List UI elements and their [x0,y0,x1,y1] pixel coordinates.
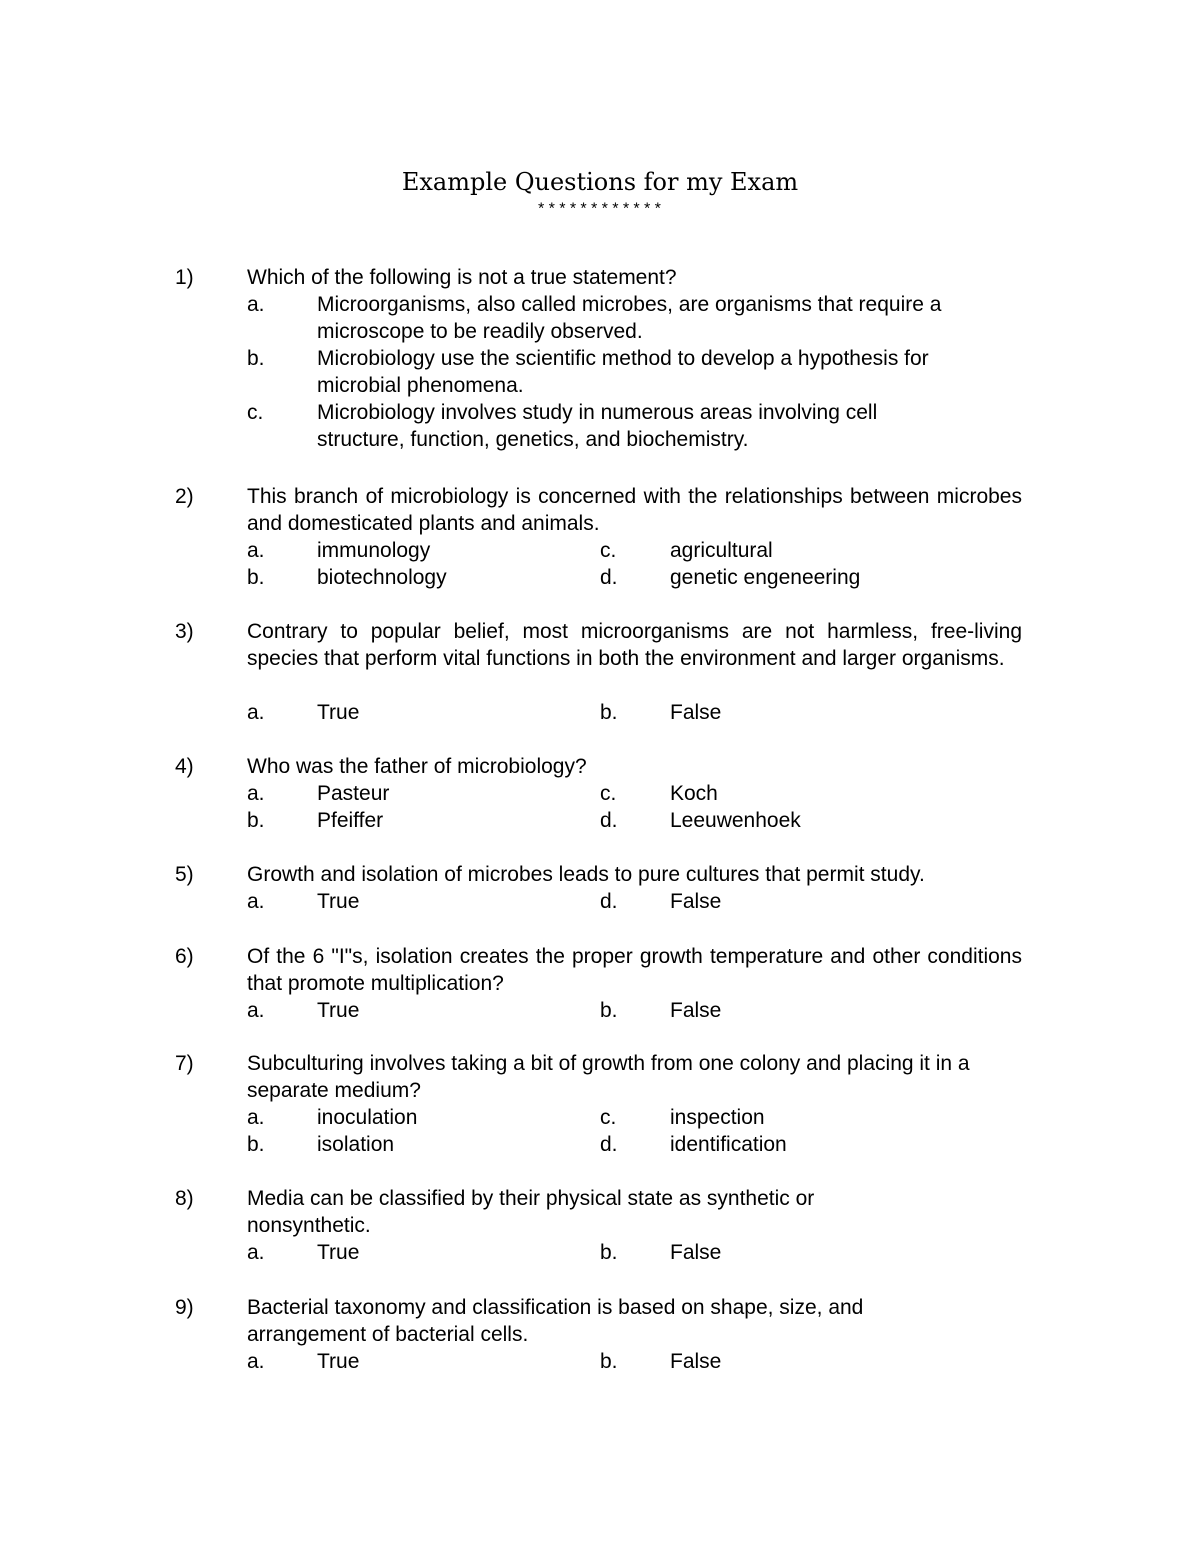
option-letter: c. [600,1106,617,1129]
question-number: 9) [175,1296,194,1319]
question-number: 6) [175,945,194,968]
option-letter: a. [247,1241,265,1264]
question-text: Media can be classified by their physical state as synthetic or nonsynthetic. [247,1187,815,1237]
option-text: True [317,1241,360,1264]
question-text: Growth and isolation of microbes leads to pure cultures that permit study. [247,863,925,886]
option-letter: b. [600,1241,618,1264]
option-text: False [670,701,722,724]
option-letter: c. [247,401,264,424]
option-text: False [670,890,722,913]
option-letter: c. [600,539,617,562]
option-text: Leeuwenhoek [670,809,801,832]
option-letter: b. [247,809,265,832]
option-text: identification [670,1133,787,1156]
page-title: Example Questions for my Exam [401,168,799,196]
question-number: 8) [175,1187,194,1210]
option-letter: b. [600,1350,618,1373]
option-letter: d. [600,809,618,832]
option-text: Koch [670,782,718,805]
option-text: True [317,999,360,1022]
option-letter: a. [247,539,265,562]
option-letter: b. [600,701,618,724]
title-separator: ************ [536,201,664,219]
question-text: Subculturing involves taking a bit of growth from one colony and placing it in a separate medium? [247,1052,970,1102]
option-letter: a. [247,1350,265,1373]
question-number: 1) [175,266,194,289]
option-text: agricultural [670,539,773,562]
option-letter: b. [600,999,618,1022]
option-letter: a. [247,293,265,316]
option-letter: a. [247,890,265,913]
option-text: Microbiology involves study in numerous areas involving cell structure, function, genetics, and biochemistry. [317,401,878,451]
question-number: 5) [175,863,194,886]
option-text: True [317,890,360,913]
option-text: True [317,701,360,724]
question-number: 7) [175,1052,194,1075]
option-letter: a. [247,999,265,1022]
option-letter: d. [600,890,618,913]
question-text: Which of the following is not a true statement? [247,266,677,289]
option-text: True [317,1350,360,1373]
option-text: Microorganisms, also called microbes, are organisms that require a microscope to be readily observed. [317,293,942,343]
option-text: genetic engeneering [670,566,861,589]
option-letter: b. [247,566,265,589]
option-letter: a. [247,701,265,724]
question-text: Contrary to popular belief, most microorganisms are not harmless, free-living species that perform vital functions in both the environment and larger organisms. [247,620,1022,670]
question-number: 2) [175,485,194,508]
option-text: Pfeiffer [317,809,384,832]
question-number: 4) [175,755,194,778]
option-letter: d. [600,566,618,589]
option-text: Microbiology use the scientific method to develop a hypothesis for microbial phenomena. [317,347,929,397]
option-text: False [670,1241,722,1264]
question-number: 3) [175,620,194,643]
option-text: immunology [317,539,431,562]
question-text: This branch of microbiology is concerned with the relationships between microbes and domesticated plants and animals. [247,485,1022,535]
option-text: False [670,999,722,1022]
option-letter: c. [600,782,617,805]
question-text: Bacterial taxonomy and classification is based on shape, size, and arrangement of bacterial cells. [247,1296,864,1346]
option-text: inspection [670,1106,765,1129]
option-text: False [670,1350,722,1373]
question-text: Of the 6 "I"s, isolation creates the proper growth temperature and other conditions that promote multiplication? [247,945,1022,995]
option-text: isolation [317,1133,395,1156]
option-letter: a. [247,782,265,805]
option-text: biotechnology [317,566,447,589]
option-letter: b. [247,1133,265,1156]
option-letter: d. [600,1133,618,1156]
option-letter: b. [247,347,265,370]
option-text: Pasteur [317,782,390,805]
option-text: inoculation [317,1106,418,1129]
question-text: Who was the father of microbiology? [247,755,587,778]
option-letter: a. [247,1106,265,1129]
